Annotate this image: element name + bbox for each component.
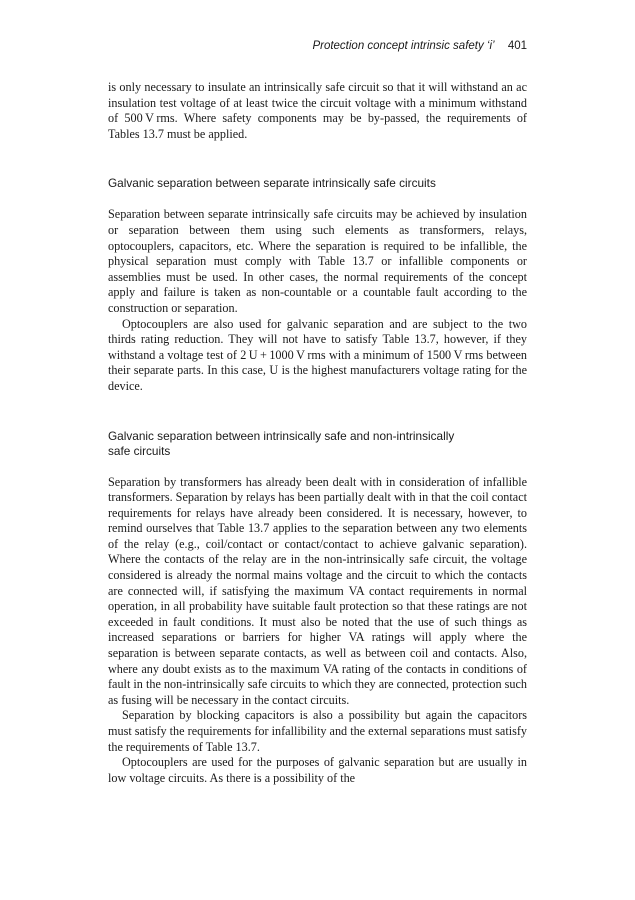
section2-paragraph-1: Separation by transformers has already been dealt with in consideration of infallible transformers. Separation by relays has been partially dealt with in that the coil contact requirements for relays have already been considered. It is necessary, however, to remind ourselves that Table 13.7 applies to the separation between any two elements of the relay (e.g., coil/contact or contact/contact to achieve galvanic separation). Where the contacts of the relay are in the non-intrinsically safe circuit, the voltage considered is already the normal mains voltage and the circuit to which the contacts are connected will, if satisfying the maximum VA contact requirements in normal operation, in all probability have suitable fault protection so that these ratings are not exceeded in fault conditions. It must also be noted that the use of such things as increased separations or barriers for higher VA ratings will apply where the separation is between separate contacts, as well as between coil and contacts. Also, where any doubt exists as to the maximum VA rating of the contacts in conditions of fault in the non-intrinsically safe circuits to which they are connected, protection such as fusing will be necessary in the contact circuits. [108,474,527,707]
section-heading-separate-circuits: Galvanic separation between separate intrinsically safe circuits [108,176,436,191]
page-header [312,40,527,52]
page-number: 401 [507,40,527,52]
page-body [108,80,527,786]
running-title: Protection concept intrinsic safety ‘i’ [312,40,495,52]
section1-paragraph-1: Separation between separate intrinsically safe circuits may be achieved by insulation or separation between them using such elements as transformers, relays, optocouplers, capacitors, etc. Where the separation is required to be infallible, the physical separation must comply with Table 13.7 or infallible components or assemblies must be used. In other cases, the normal requirements of the concept apply and failure is taken as non-countable or a countable fault according to the construction or separation. [108,207,527,315]
section1-paragraph-2: Optocouplers are also used for galvanic separation and are subject to the two thirds rating reduction. They will not have to satisfy Table 13.7, however, if they withstand a voltage test of 2 U + 1000 V rms with a minimum of 1500 V rms between their separate parts. In this case, U is the highest manufacturers voltage rating for the device. [108,316,527,393]
section2-paragraph-3: Optocouplers are used for the purposes of galvanic separation but are usually in low voltage circuits. As there is a possibility of the [108,755,527,785]
section2-paragraph-2: Separation by blocking capacitors is also a possibility but again the capacitors must satisfy the requirements for infallibility and the external separations must satisfy the requirements of Table 13.7. [108,708,527,754]
section-heading-non-intrinsic-circuits: Galvanic separation between intrinsically safe and non-intrinsically safe circuits [108,428,455,458]
intro-paragraph: is only necessary to insulate an intrinsically safe circuit so that it will withstand an ac insulation test voltage of at least twice the circuit voltage with a minimum withstand of 500 V rms. Where safety components may be by-passed, the requirements of Tables 13.7 must be applied. [108,80,527,141]
